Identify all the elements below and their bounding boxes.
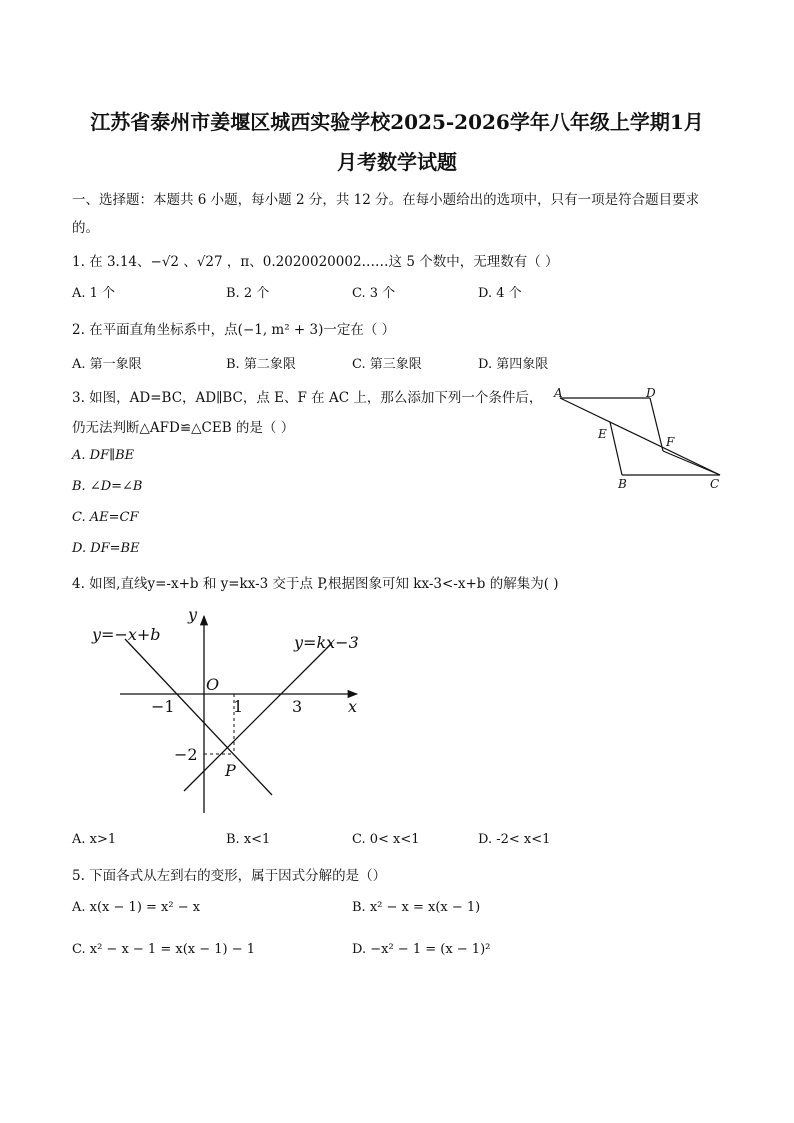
segment-df <box>650 398 663 451</box>
line-label-neg-x-plus-b: y=−x+b <box>92 625 161 644</box>
section-heading-line1: 一、选择题：本题共 6 小题，每小题 2 分，共 12 分。在每小题给出的选项中，只有一项是符合题目要求 <box>72 192 700 208</box>
question-5-option-d: D. −x² − 1 = (x − 1)² <box>352 942 491 957</box>
question-3-stem-line2: 仍无法判断△AFD≌△CEB 的是（ ） <box>72 420 295 436</box>
question-5-stem: 5. 下面各式从左到右的变形，属于因式分解的是（） <box>72 868 387 884</box>
tick-label-1: 1 <box>233 697 244 716</box>
label-a: A <box>554 386 563 400</box>
question-4-option-d: D. -2< x<1 <box>478 832 551 847</box>
question-1-option-b: B. 2 个 <box>226 286 270 301</box>
question-1-option-c: C. 3 个 <box>352 286 396 301</box>
question-4-option-b: B. x<1 <box>226 832 271 847</box>
question-3-option-d: D. DF=BE <box>72 541 140 556</box>
label-d: D <box>646 386 656 400</box>
segment-ac <box>560 398 720 475</box>
question-5-option-b: B. x² − x = x(x − 1) <box>352 900 481 915</box>
question-4-graph <box>85 598 385 820</box>
tick-label-3: 3 <box>292 697 303 716</box>
question-5-option-c: C. x² − x − 1 = x(x − 1) − 1 <box>72 942 256 957</box>
question-1-option-d: D. 4 个 <box>478 286 522 301</box>
x-axis-label: x <box>348 697 358 716</box>
question-2-option-c: C. 第三象限 <box>352 357 422 372</box>
question-1-stem: 1. 在 3.14、−√2 、√27 ，π、0.2020020002……这 5 个数中，无理数有（ ） <box>72 254 559 270</box>
question-3-stem-line1: 3. 如图，AD=BC，AD∥BC，点 E、F 在 AC 上，那么添加下列一个条件后， <box>72 390 543 406</box>
question-4-option-a: A. x>1 <box>72 832 117 847</box>
label-f: F <box>666 435 675 449</box>
y-axis-label: y <box>188 605 198 624</box>
question-3-option-a: A. DF∥BE <box>72 448 135 463</box>
question-1-option-a: A. 1 个 <box>72 286 116 301</box>
question-3-figure <box>545 382 735 494</box>
question-4-stem: 4. 如图,直线y=-x+b 和 y=kx-3 交于点 P,根据图象可知 kx-3<-x+b 的解集为( ) <box>72 576 559 592</box>
label-b: B <box>618 477 627 491</box>
origin-label: O <box>206 675 220 694</box>
label-e: E <box>598 427 607 441</box>
question-2-option-b: B. 第二象限 <box>226 357 296 372</box>
label-c: C <box>710 477 720 491</box>
tick-label-neg2: −2 <box>174 745 198 764</box>
question-3-option-b: B. ∠D=∠B <box>72 479 143 494</box>
question-3-option-c: C. AE=CF <box>72 510 139 525</box>
page-title: 江苏省泰州市姜堰区城西实验学校2025-2026学年八年级上学期1月 <box>90 110 704 134</box>
segment-eb <box>610 422 622 475</box>
tick-label-neg1: −1 <box>151 697 175 716</box>
question-2-option-a: A. 第一象限 <box>72 357 142 372</box>
question-4-option-c: C. 0< x<1 <box>352 832 420 847</box>
page-subtitle: 月考数学试题 <box>337 150 457 174</box>
point-label-p: P <box>225 761 236 780</box>
line-kx-minus-3 <box>184 643 332 791</box>
line-label-kx-minus-3: y=kx−3 <box>294 633 359 652</box>
section-heading-line2: 的。 <box>72 220 99 236</box>
question-2-option-d: D. 第四象限 <box>478 357 549 372</box>
question-5-option-a: A. x(x − 1) = x² − x <box>72 900 201 915</box>
line-neg-x-plus-b <box>125 639 272 795</box>
question-2-stem: 2. 在平面直角坐标系中，点(−1, m² + 3)一定在（ ） <box>72 322 396 338</box>
